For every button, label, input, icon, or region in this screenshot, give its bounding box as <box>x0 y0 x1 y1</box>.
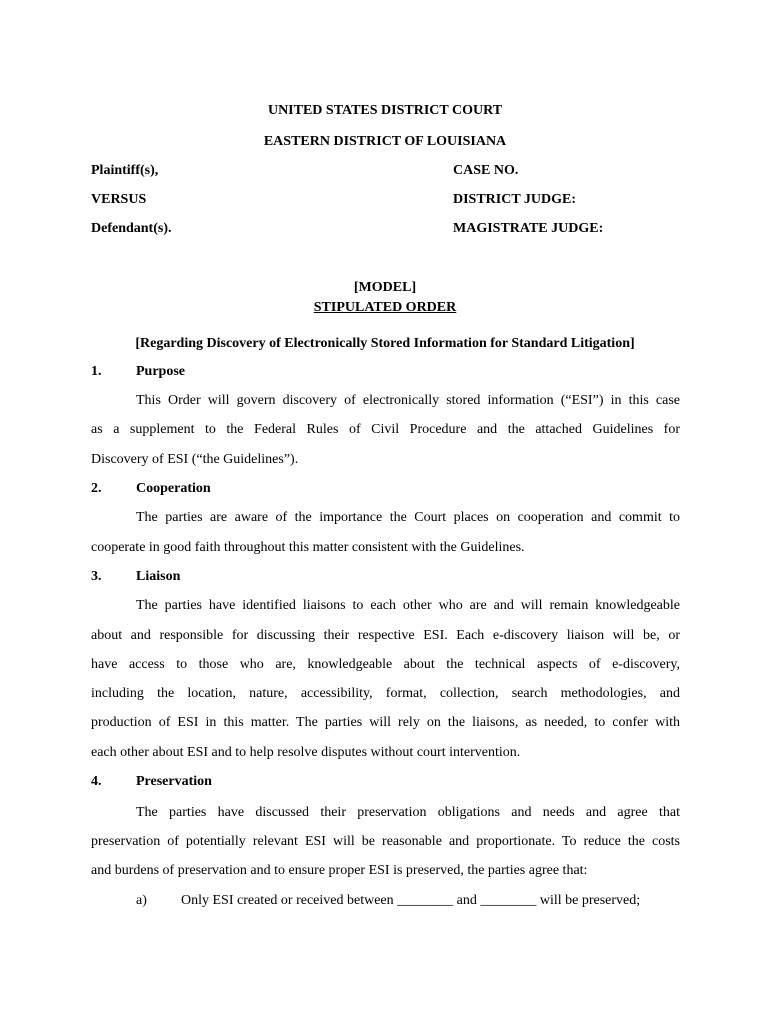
court-name: UNITED STATES DISTRICT COURT <box>267 103 503 118</box>
body-line: The parties have identified liaisons to each other who are and will remain knowledgeable <box>136 598 680 613</box>
document-subtitle: [Regarding Discovery of Electronically Stored Information for Standard Litigation] <box>135 336 635 351</box>
section-heading-liaison: Liaison <box>136 569 181 584</box>
section-number: 1. <box>91 364 102 379</box>
body-line: Discovery of ESI (“the Guidelines”). <box>91 452 299 467</box>
list-item-label: a) <box>136 893 147 908</box>
district-judge-label: DISTRICT JUDGE: <box>453 192 577 207</box>
plaintiff-label: Plaintiff(s), <box>91 163 159 178</box>
section-number: 2. <box>91 481 102 496</box>
body-line: production of ESI in this matter. The parties will rely on the liaisons, as needed, to confer with <box>91 715 680 730</box>
body-line: each other about ESI and to help resolve disputes without court intervention. <box>91 745 521 760</box>
section-heading-cooperation: Cooperation <box>136 481 211 496</box>
list-item-text: Only ESI created or received between ________ and ________ will be preserved; <box>181 893 641 908</box>
magistrate-judge-label: MAGISTRATE JUDGE: <box>453 221 604 236</box>
section-number: 3. <box>91 569 102 584</box>
body-line: preservation of potentially relevant ESI will be reasonable and proportionate. To reduce the costs <box>91 834 680 849</box>
court-district: EASTERN DISTRICT OF LOUISIANA <box>263 134 507 149</box>
body-line: The parties are aware of the importance the Court places on cooperation and commit to <box>136 510 680 525</box>
body-line: This Order will govern discovery of electronically stored information (“ESI”) in this case <box>136 393 680 408</box>
versus-label: VERSUS <box>91 192 147 207</box>
body-line: cooperate in good faith throughout this matter consistent with the Guidelines. <box>91 540 525 555</box>
body-line: The parties have discussed their preservation obligations and needs and agree that <box>136 805 680 820</box>
document-title: STIPULATED ORDER <box>313 300 457 315</box>
case-number-label: CASE NO. <box>453 163 519 178</box>
body-line: as a supplement to the Federal Rules of Civil Procedure and the attached Guidelines for <box>91 422 680 437</box>
section-heading-purpose: Purpose <box>136 364 185 379</box>
body-line: and burdens of preservation and to ensure proper ESI is preserved, the parties agree that: <box>91 863 588 878</box>
body-line: about and responsible for discussing their respective ESI. Each e-discovery liaison will be, or <box>91 628 680 643</box>
model-label: [MODEL] <box>353 280 417 295</box>
body-line: including the location, nature, accessibility, format, collection, search methodologies, and <box>91 686 680 701</box>
section-number: 4. <box>91 774 102 789</box>
body-line: have access to those who are, knowledgeable about the technical aspects of e-discovery, <box>91 657 680 672</box>
section-heading-preservation: Preservation <box>136 774 212 789</box>
defendant-label: Defendant(s). <box>91 221 172 236</box>
